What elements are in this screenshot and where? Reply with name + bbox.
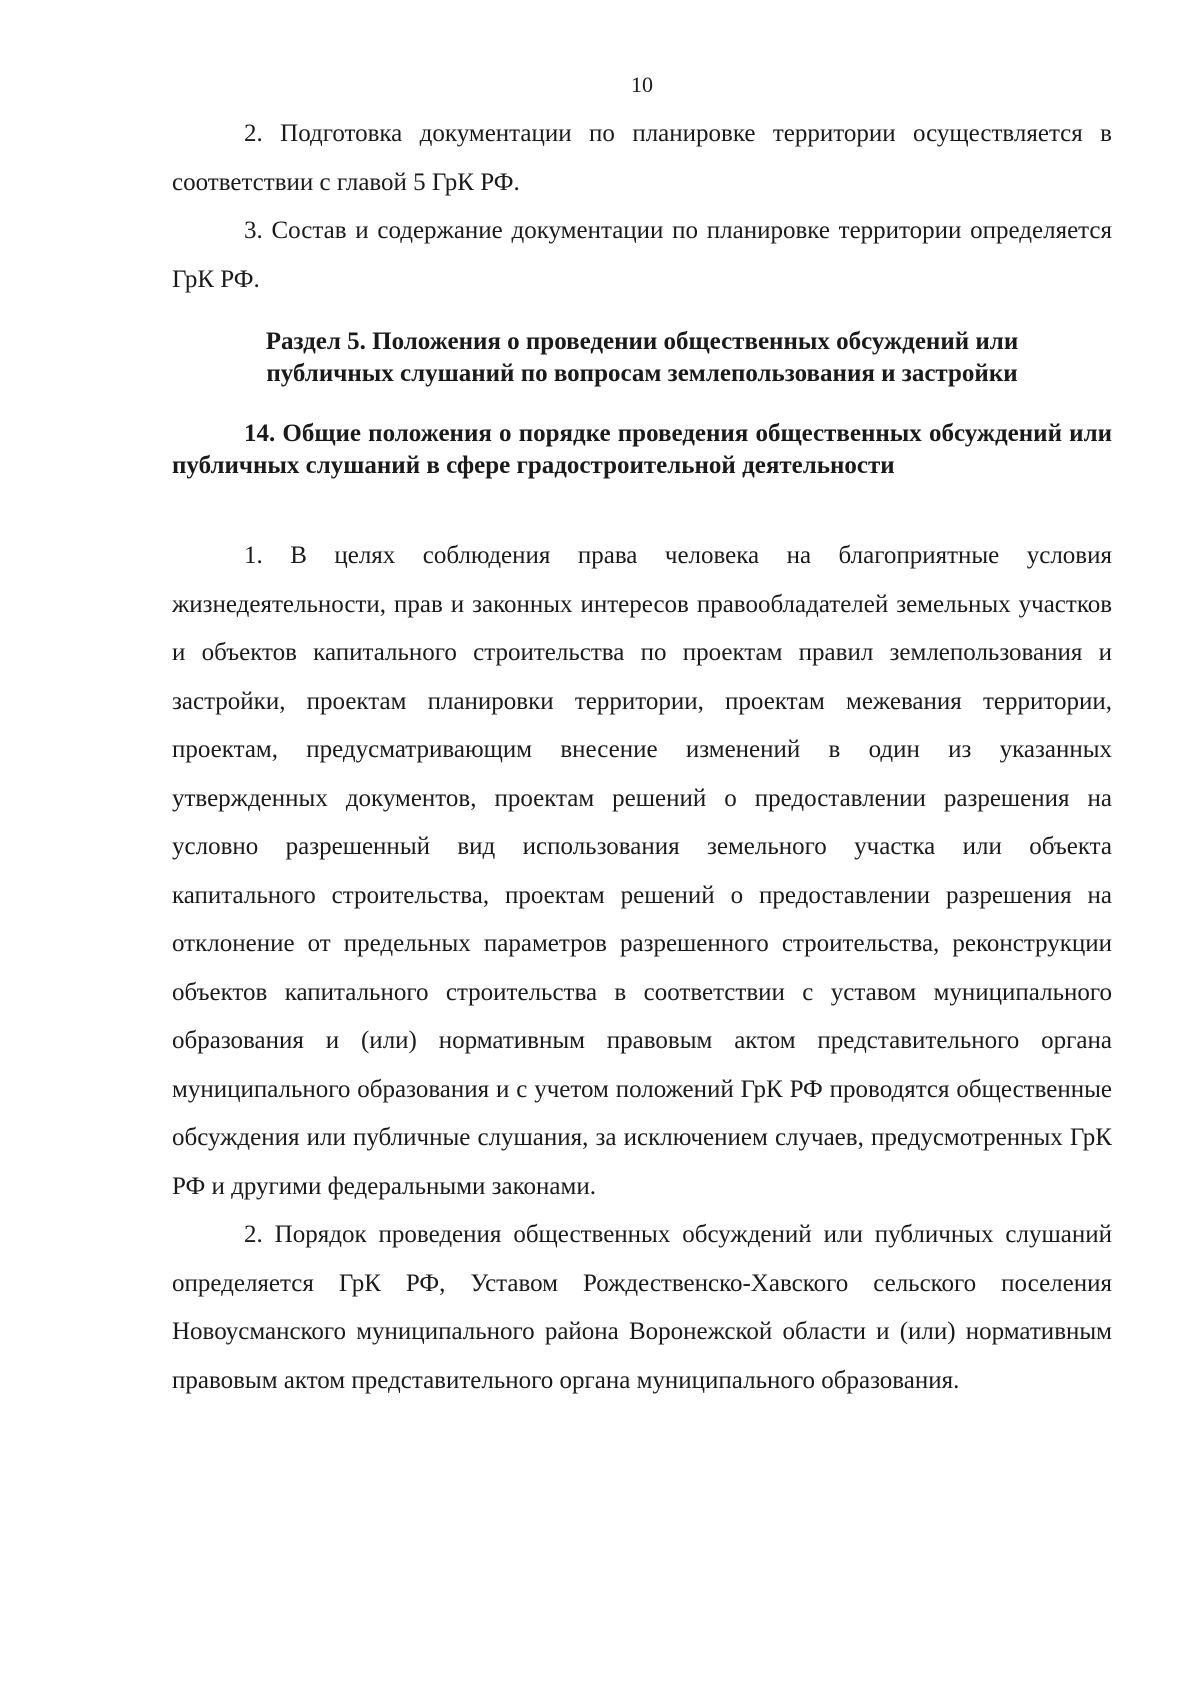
paragraph-item-2: 2. Подготовка документации по планировке территории осуществляется в соответствии с главой 5 ГрК РФ. — [172, 120, 1112, 196]
top-paragraphs — [172, 110, 1112, 304]
article-paragraph-2: 2. Порядок проведения общественных обсуждений или публичных слушаний определяется ГрК РФ, Уставом Рождественско-Хавского сельского поселения Новоусманского муниципального района Воронежской области и (или) нормативным правовым актом представительного органа муниципального образования. — [172, 1221, 1112, 1394]
section-heading — [212, 326, 1072, 390]
article-title: 14. Общие положения о порядке проведения общественных обсуждений или публичных слушаний в сфере градостроительной деятельности — [172, 420, 1112, 479]
paragraph-item-3: 3. Состав и содержание документации по планировке территории определяется ГрК РФ. — [172, 217, 1112, 293]
article-body — [172, 532, 1112, 1405]
page-number: 10 — [631, 72, 653, 97]
section-title: Раздел 5. Положения о проведении общественных обсуждений или публичных слушаний по вопросам землепользования и застройки — [265, 328, 1019, 387]
article-heading — [172, 418, 1112, 482]
article-paragraph-1: 1. В целях соблюдения права человека на благоприятные условия жизнедеятельности, прав и законных интересов правообладателей земельных участков и объектов капитального строительства по проектам правил землепользования и застройки, проектам планировки территории, проектам межевания территории, проектам, предусматривающим внесение изменений в один из указанных утвержденных документов, проектам решений о предоставлении разрешения на условно разрешенный вид использования земельного участка или объекта капитального строительства, проектам решений о предоставлении разрешения на отклонение от предельных параметров разрешенного строительства, реконструкции объектов капитального строительства в соответствии с уставом муниципального образования и (или) нормативным правовым актом представительного органа муниципального образования и с учетом положений ГрК РФ проводятся общественные обсуждения или публичные слушания, за исключением случаев, предусмотренных ГрК РФ и другими федеральными законами. — [172, 542, 1112, 1200]
